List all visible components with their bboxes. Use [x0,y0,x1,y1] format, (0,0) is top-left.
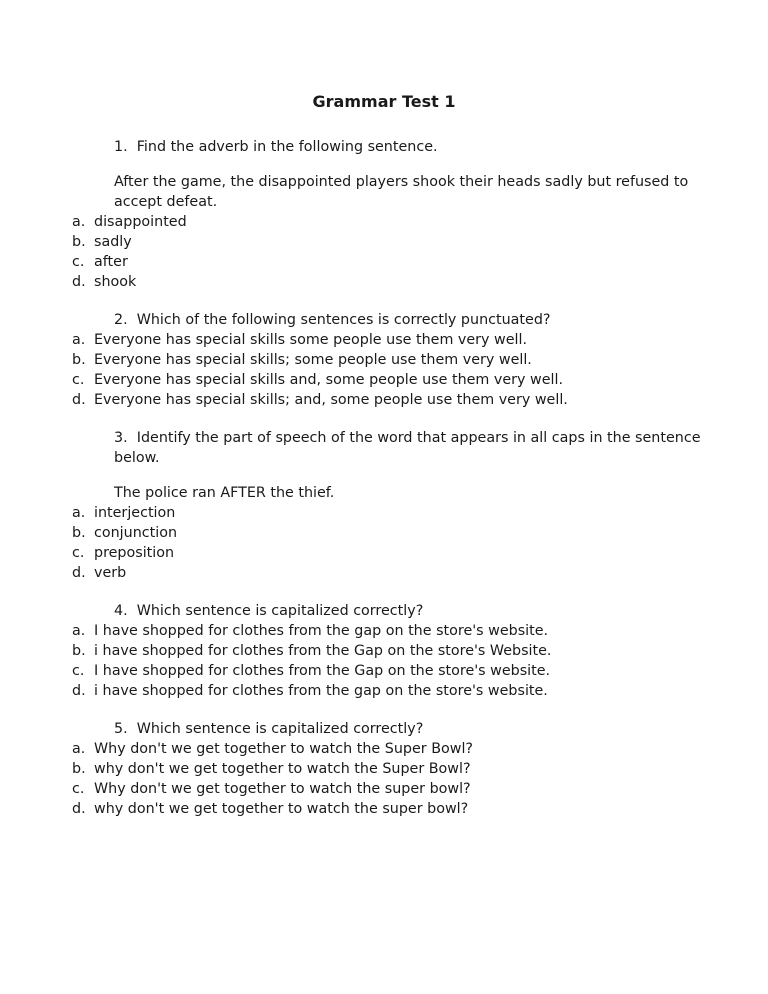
answer-option [72,330,712,350]
option-letter: c. [72,372,85,388]
question-prompt: 2. Which of the following sentences is correctly punctuated? [114,312,551,328]
option-text: shook [94,274,137,290]
option-text: I have shopped for clothes from the gap on the store's website. [94,623,549,639]
answer-option [72,543,712,563]
answer-option [72,759,712,779]
option-text: verb [94,565,127,581]
option-letter: c. [72,781,85,797]
option-letter: b. [72,234,86,250]
question-prompt: 3. Identify the part of speech of the word that appears in all caps in the sentence below. [114,430,706,466]
option-letter: b. [72,643,86,659]
answer-option [72,370,712,390]
question-list [72,137,712,837]
option-letter: b. [72,761,86,777]
question-1 [72,137,712,292]
option-text: Why don't we get together to watch the super bowl? [94,781,471,797]
option-text: preposition [94,545,175,561]
option-letter: d. [72,801,86,817]
option-letter: d. [72,392,86,408]
question-prompt: 4. Which sentence is capitalized correctly? [114,603,424,619]
option-letter: a. [72,214,86,230]
question-4 [72,601,712,701]
option-letter: d. [72,683,86,699]
option-letter: c. [72,254,85,270]
question-prompt: 5. Which sentence is capitalized correctly? [114,721,424,737]
option-text: disappointed [94,214,187,230]
option-letter: d. [72,565,86,581]
option-letter: a. [72,741,86,757]
option-letter: a. [72,332,86,348]
option-letter: b. [72,525,86,541]
answer-option [72,503,712,523]
option-text: Everyone has special skills some people use them very well. [94,332,528,348]
answer-option [72,563,712,583]
option-text: Everyone has special skills; and, some people use them very well. [94,392,568,408]
option-text: Why don't we get together to watch the Super Bowl? [94,741,474,757]
answer-option [72,350,712,370]
option-text: I have shopped for clothes from the Gap on the store's website. [94,663,551,679]
answer-option [72,232,712,252]
option-text: interjection [94,505,176,521]
answer-option [72,681,712,701]
answer-option [72,661,712,681]
answer-option [72,252,712,272]
option-letter: c. [72,545,85,561]
question-sentence: The police ran AFTER the thief. [114,485,335,501]
option-text: Everyone has special skills and, some people use them very well. [94,372,564,388]
question-3 [72,428,712,583]
answer-option [72,390,712,410]
option-text: Everyone has special skills; some people use them very well. [94,352,532,368]
question-sentence: After the game, the disappointed players shook their heads sadly but refused to accept defeat. [114,174,689,210]
answer-option [72,739,712,759]
option-letter: a. [72,623,86,639]
option-text: why don't we get together to watch the Super Bowl? [94,761,471,777]
option-text: why don't we get together to watch the super bowl? [94,801,469,817]
answer-option [72,212,712,232]
answer-option [72,641,712,661]
question-prompt: 1. Find the adverb in the following sentence. [114,139,438,155]
page-title: Grammar Test 1 [312,92,456,111]
question-5 [72,719,712,819]
option-text: conjunction [94,525,178,541]
option-letter: d. [72,274,86,290]
answer-option [72,799,712,819]
option-text: after [94,254,128,270]
option-text: i have shopped for clothes from the gap on the store's website. [94,683,548,699]
answer-option [72,272,712,292]
option-text: i have shopped for clothes from the Gap on the store's Website. [94,643,552,659]
answer-option [72,779,712,799]
option-text: sadly [94,234,132,250]
option-letter: b. [72,352,86,368]
question-2 [72,310,712,410]
answer-option [72,523,712,543]
option-letter: a. [72,505,86,521]
option-letter: c. [72,663,85,679]
answer-option [72,621,712,641]
